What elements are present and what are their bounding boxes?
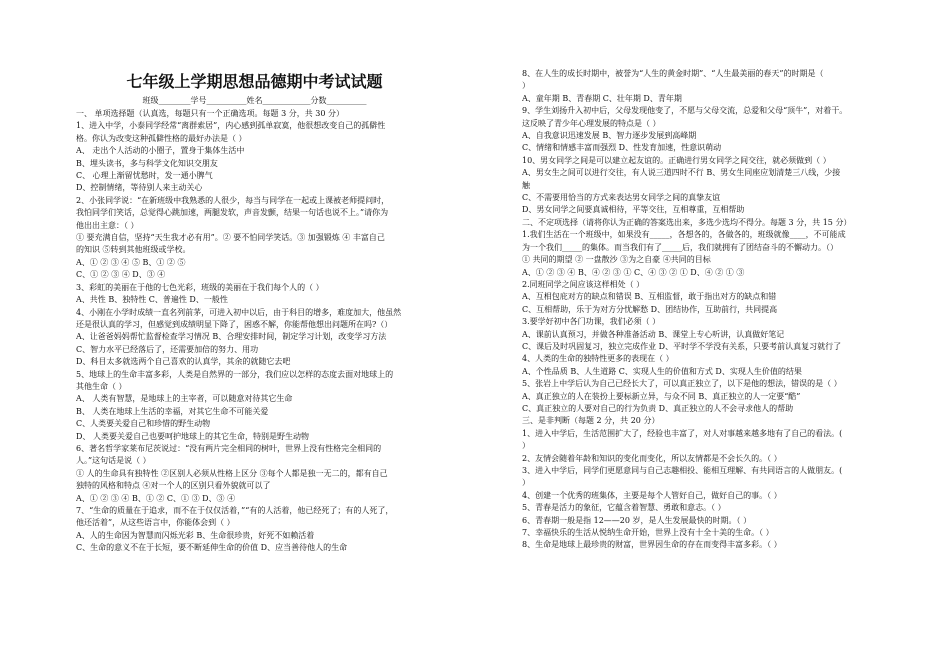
question-text-line: A、 走出个人活动的小圈子，置身于集体生活中 — [76, 146, 245, 156]
question-text-line: ① 要充满自信，坚持“天生我才必有用”。② 要不怕同学笑话。③ 加强锻炼 ④ 丰富自己 — [76, 233, 385, 243]
question-text-line: 格。你认为改变这种孤僻性格的最好办法是（ ） — [76, 133, 247, 143]
question-text-line: A、童年期 B、青春期 C、壮年期 D、青年期 — [522, 93, 682, 103]
question-text-line: C、生命的意义不在于长短，要不断延伸生命的价值 D、应当善待他人的生命 — [76, 543, 348, 553]
question-text-line: 5、地球上的生命丰富多彩，人类是自然界的一部分，我们应以怎样的态度去面对地球上的 — [76, 369, 394, 379]
question-text-line: 5、张岩上中学后认为自己已经长大了，可以真正独立了，以下是他的想法，错误的是（ ） — [522, 379, 842, 389]
question-text-line: 4、小刚在小学时成绩一直名列前茅，可进入初中以后，由于科目的增多，难度加大，他虽然 — [76, 307, 402, 317]
question-text-line: A、男女生之间可以进行交往，有人说三道四时不行 B、男女生同座应划清楚三八线，少接 — [522, 168, 841, 178]
exam-title: 七年级上学期思想品德期中考试试题 — [126, 72, 383, 91]
question-text-line: C、情绪和情感丰富而强烈 D、性发育加速，性意识萌动 — [522, 143, 722, 153]
question-text-line: 其他生命（ ） — [76, 381, 127, 391]
question-text-line: D、男女同学之间要真诚相待，平等交往，互相尊重，互相帮助 — [522, 205, 745, 215]
question-text-line: A、个性品质 B、人生道路 C、实现人生的价值和方式 D、实现人生价值的结果 — [522, 366, 802, 376]
question-text-line: 三、是非判断（每题 2 分，共 20 分） — [522, 416, 660, 426]
question-text-line: C、不需要用恰当的方式来表达男女同学之间的真挚友谊 — [522, 193, 721, 203]
question-text-line: B、 人类在地球上生活的幸福，对其它生命不可能关爱 — [76, 406, 269, 416]
student-info-line: 班级________学号__________姓名____________分数__________ — [142, 96, 367, 105]
question-text-line: ① 人的生命具有独特性 ②区别人必须从性格上区分 ③每个人都是独一无二的，都有自己 — [76, 468, 388, 478]
question-text-line: 8、在人生的成长时期中，被誉为“人生的黄金时期”、“人生最美丽的春天”的时期是（ — [522, 69, 824, 78]
question-text-line: 1、进入中学后，生活范围扩大了，经验也丰富了，对人对事越来越多地有了自己的看法。( — [522, 428, 843, 438]
question-text-line: C、互相帮助，乐于为对方分忧解愁 D、团结协作，互助前行，共同提高 — [522, 304, 778, 314]
question-text-line: A、共性 B、独特性 C、普遍性 D、一般性 — [76, 295, 228, 305]
question-text-line: 他还活着”，从这些语言中，你能体会到（ ） — [76, 518, 235, 528]
question-text-line: 7、“生命的质量在于追求，而不在于仅仅活着，”“有的人活着，他已经死了；有的人死了， — [76, 506, 394, 515]
question-text-line: 人。”这句话是说（ ） — [76, 456, 151, 466]
question-text-line: A、① ② ③ ④ ⑤ B、① ② ⑤ — [76, 257, 186, 267]
question-text-line: 5、青春是活力的象征，它蕴含着智慧、勇敢和意志。（ ） — [522, 503, 726, 513]
question-text-line: C、智力水平已经落后了，还需要加倍的努力、用功 — [76, 344, 259, 354]
question-text-line: 6、青春期一般是指 12——20 岁，是人生发展最快的时期。（ ） — [522, 515, 752, 525]
question-text-line: C、人类要关爱自己和珍惜的野生动物 — [76, 419, 211, 429]
question-text-line: 2、友情会随着年龄和知识的变化而变化，所以友情都是不会长久的。（ ） — [522, 453, 782, 463]
question-text-line: D、 人类要关爱自己也要呵护地球上的其它生命，特别是野生动物 — [76, 431, 309, 441]
question-text-line: 1、进入中学，小泰同学经常“离群索居”，内心感到孤单寂寞，他很想改变自己的孤僻性 — [76, 121, 386, 131]
question-text-line: 4、创建一个优秀的班集体，主要是每个人管好自己，做好自己的事。（ ） — [522, 490, 782, 500]
question-text-line: 的知识 ⑤转到其他班级或学校。 — [76, 245, 191, 255]
question-text-line: A、让爸爸妈妈帮忙监督检查学习情况 B、合理安排时间，制定学习计划，改变学习方法 — [76, 332, 387, 342]
question-text-line: 还是很认真的学习，但感觉到成绩明显下降了，困惑不解，你能帮他想出问题所在吗?（） — [76, 319, 393, 329]
question-text-line: 3、进入中学后，同学们更愿意同与自己志趣相投、能相互理解、有共同语言的人做朋友。( — [522, 466, 843, 475]
question-text-line: B、埋头读书，多与科学文化知识交朋友 — [76, 158, 218, 168]
left-column — [76, 108, 433, 555]
question-text-line: 我怕同学们笑话，总觉得心跳加速，两腿发软，声音发颤，结果一句话也说不上。”请你为 — [76, 208, 389, 218]
question-text-line: A、课前认真预习，并做各种准备活动 B、课堂上专心听讲，认真做好笔记 — [522, 329, 785, 339]
question-text-line: A、① ② ③ ④ B、④ ② ③ ① C、④ ③ ② ① D、④ ② ① ③ — [522, 267, 745, 277]
question-text-line: 10、男女同学之间是可以建立起友谊的。正确进行男女同学之间交往，就必须做到（ ） — [522, 155, 831, 165]
right-column — [522, 68, 879, 552]
question-text-line: 2.同班同学之间应该这样相处（ ） — [522, 279, 645, 289]
question-text-line: ） — [522, 478, 530, 488]
question-text-line: A、真正独立的人在装扮上要标新立异，与众不同 B、真正独立的人一定要“酷” — [522, 391, 801, 401]
question-text-line: D、控制情绪，等待别人来主动关心 — [76, 183, 203, 193]
question-text-line: 他出出主意：（ ） — [76, 220, 139, 230]
question-text-line: 独特的风格和特点 ④对一个人的区别只看外貌就可以了 — [76, 481, 271, 491]
question-text-line: D、科目太多就选两个自己喜欢的认真学，其余的就随它去吧 — [76, 357, 291, 367]
question-text-line: A、① ② ③ ④ B、① ② C、① ③ D、③ ④ — [76, 493, 236, 503]
question-text-line: 2、小张同学说：“在新班级中我熟悉的人很少，每当与同学在一起或上课被老师提问时， — [76, 195, 390, 205]
question-text-line: 触 — [522, 180, 530, 190]
question-text-line: 这反映了青少年心理发展的特点是（ ） — [522, 118, 661, 128]
question-text-line: A、 人类有智慧，是地球上的主宰者，可以随意对待其它生命 — [76, 394, 293, 404]
question-text-line: C、① ② ③ ④ D、③ ④ — [76, 270, 166, 280]
question-text-line: 1.我们生活在一个班级中，如果没有_____，各想各的，各做各的，班级就像____，不可能成 — [522, 230, 846, 240]
question-text-line: 3、彩虹的美丽在于他的七色光彩，班级的美丽在于我们每个人的（ ） — [76, 282, 324, 292]
question-text-line: 3.要学好初中各门功课，我们必须（ ） — [522, 317, 661, 327]
question-text-line: 4、人类的生命的独特性更多的表现在（ ） — [522, 354, 674, 364]
question-text-line: 二、不定项选择（请将你认为正确的答案选出来，多选少选均不得分。每题 3 分，共 15 分） — [522, 217, 852, 227]
question-text-line: 7、幸福快乐的生活从悦纳生命开始，世界上没有十全十美的生命。（ ） — [522, 528, 774, 538]
question-text-line: 8、生命是地球上最珍贵的财富，世界因生命的存在而变得丰富多彩。（ ） — [522, 540, 782, 550]
question-text-line: 6、著名哲学家莱布尼茨说过：“没有两片完全相同的树叶，世界上没有性格完全相同的 — [76, 443, 382, 453]
question-text-line: ） — [522, 441, 530, 451]
question-text-line: C、课后及时巩固复习，独立完成作业 D、平时学不学没有关系，只要考前认真复习就行了 — [522, 341, 842, 351]
question-text-line: A、自我意识迅速发展 B、智力逐步发展到高峰期 — [522, 131, 697, 141]
question-text-line: ① 共同的期望 ② 一盘散沙 ③为之自豪 ④共同的目标 — [522, 255, 711, 265]
question-text-line: A、人的生命因为智慧而闪烁光彩 B、生命很珍贵，好死不如赖活着 — [76, 530, 315, 540]
question-text-line: A、互相包庇对方的缺点和错误 B、互相监督，敢于指出对方的缺点和错 — [522, 292, 777, 302]
question-text-line: C、真正独立的人要对自己的行为负责 D、真正独立的人不会寻求他人的帮助 — [522, 403, 794, 413]
question-text-line: ） — [522, 81, 530, 91]
question-text-line: 9、学生刘扬升入初中后，父母发现他变了，不愿与父母交流，总爱和父母“顶牛”，对着干。 — [522, 106, 848, 116]
question-text-line: C、 心理上渐留忧愁时，发一通小脾气 — [76, 171, 213, 181]
question-text-line: 为一个我们_____的集体。而当我们有了_____后，我们就拥有了团结奋斗的不懈动力。（） — [522, 242, 838, 252]
question-text-line: 一、 单项选择题（认真选，每题只有一个正确选项。每题 3 分，共 30 分） — [76, 109, 344, 118]
